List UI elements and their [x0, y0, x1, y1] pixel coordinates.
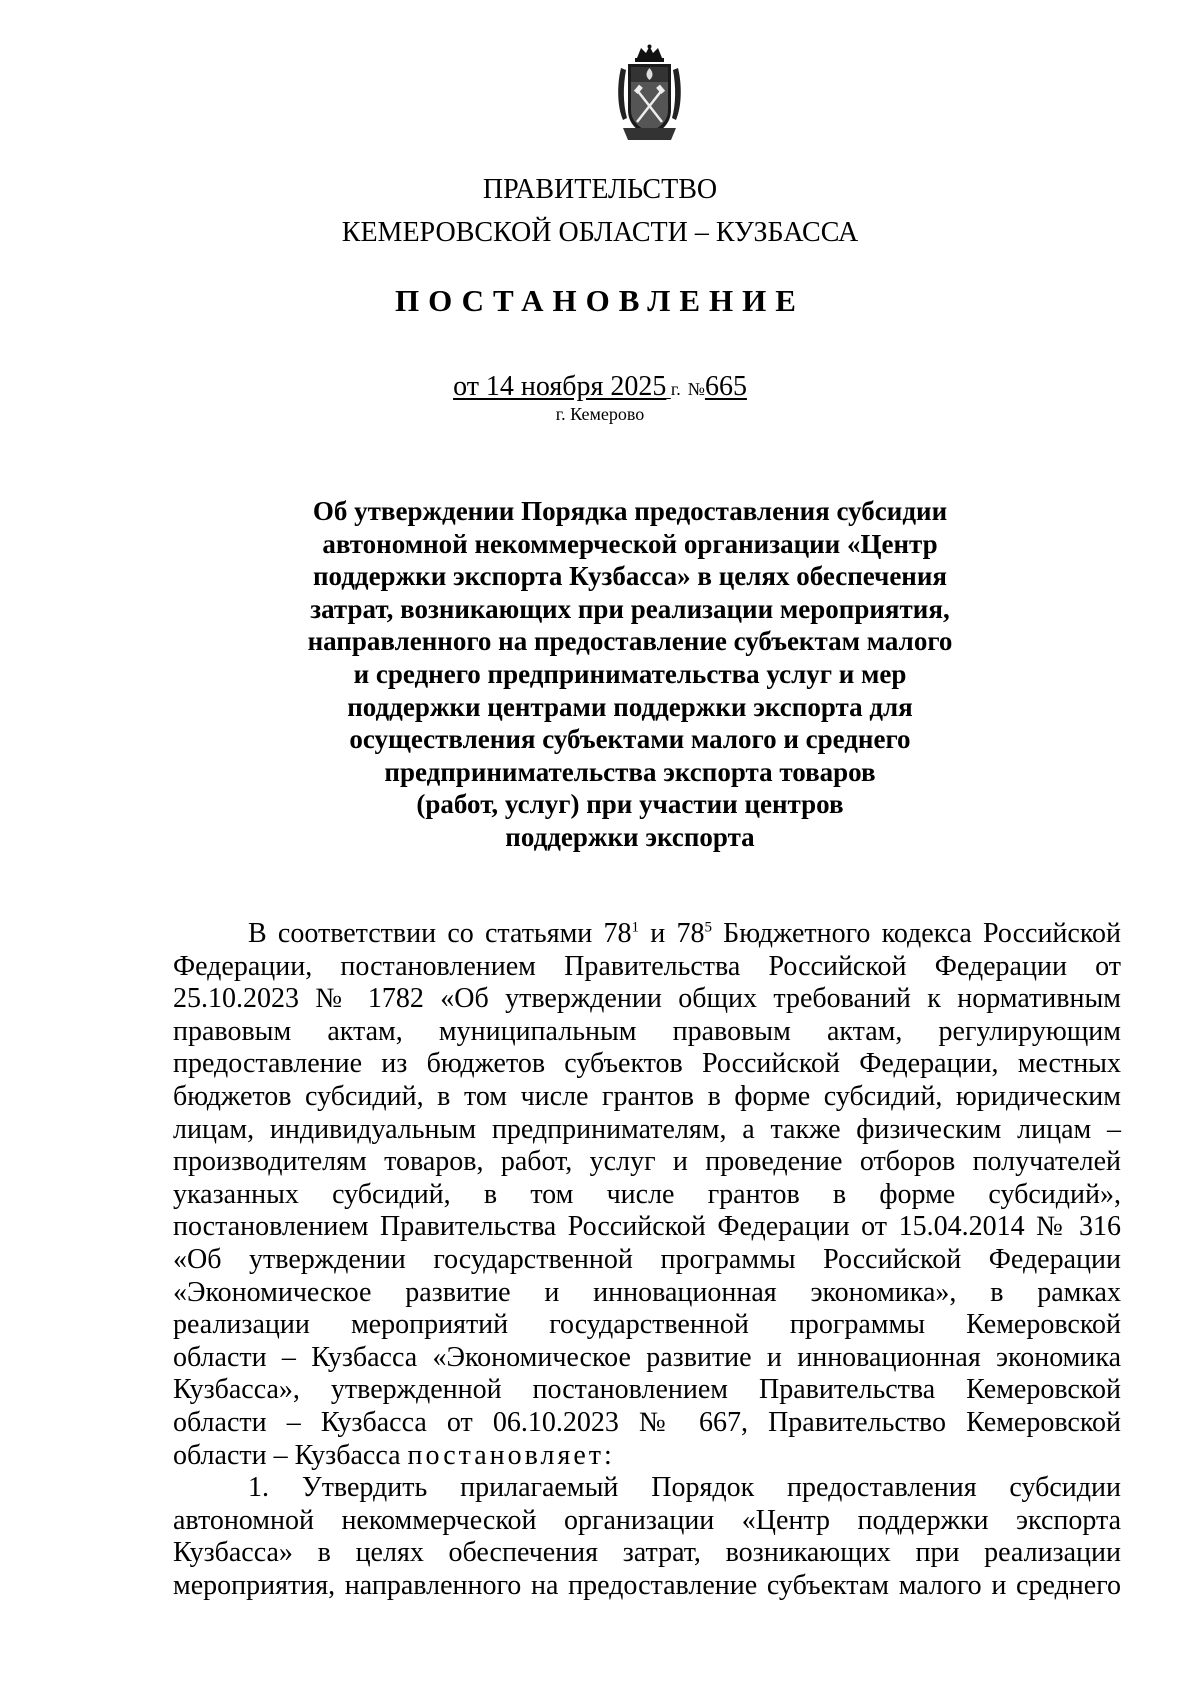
body-line: бюджетов субсидий, в том числе грантов в форме субсидий, юридическим: [173, 1080, 1121, 1112]
body-line: Федерации, постановлением Правительства Российской Федерации от: [173, 950, 1121, 982]
text-run: области – Кузбасса: [173, 1439, 408, 1471]
date-number-line: [0, 370, 1200, 406]
document-number: 665: [704, 371, 747, 402]
subject-line: Об утверждении Порядка предоставления субсидии: [312, 496, 948, 526]
superscript: 1: [631, 919, 640, 936]
subject-line: осуществления субъектами малого и среднего: [349, 724, 911, 755]
subject-line: поддержки экспорта: [505, 821, 755, 852]
body-line: «Об утверждении государственной программы Российской Федерации: [173, 1243, 1121, 1275]
body-line: предоставление из бюджетов субъектов Российской Федерации, местных: [173, 1048, 1121, 1080]
body-line: лицам, индивидуальным предпринимателям, а также физическим лицам –: [173, 1113, 1121, 1145]
year-suffix: г.: [670, 379, 681, 399]
resolves-word: постановляет:: [407, 1439, 615, 1471]
subject-line: предпринимательства экспорта товаров: [384, 756, 876, 787]
paragraph-1-first-line: [173, 918, 1121, 951]
text-run: В соответствии со статьями 78: [248, 918, 632, 949]
document-body: [173, 918, 1121, 1602]
document-subject: [270, 495, 990, 854]
body-line: Кузбасса», утвержденной постановлением Правительства Кемеровской: [173, 1374, 1121, 1406]
body-line: «Экономическое развитие и инновационная экономика», в рамках: [173, 1276, 1121, 1308]
subject-line: автономной некоммерческой организации «Центр: [322, 528, 938, 559]
body-line: производителям товаров, работ, услуг и проведение отборов получателей: [173, 1146, 1121, 1178]
city-name: г. Кемерово: [555, 404, 645, 424]
subject-line: (работ, услуг) при участии центров: [416, 789, 844, 820]
paragraph-1-last-line: [173, 1440, 1121, 1473]
body-line: Кузбасса» в целях обеспечения затрат, возникающих при реализации: [173, 1537, 1121, 1569]
subject-line: затрат, возникающих при реализации мероприятия,: [310, 593, 950, 624]
coat-of-arms-icon: [615, 44, 684, 144]
body-line: правовым актам, муниципальным правовым актам, регулирующим: [173, 1015, 1121, 1047]
number-sign: №: [687, 379, 705, 399]
subject-line: и среднего предпринимательства услуг и мер: [353, 658, 907, 689]
body-line: реализации мероприятий государственной программы Кемеровской: [173, 1309, 1121, 1341]
body-line: области – Кузбасса от 06.10.2023 № 667, Правительство Кемеровской: [173, 1406, 1121, 1438]
subject-line: поддержки экспорта Кузбасса» в целях обеспечения: [312, 561, 948, 592]
text-run: Бюджетного кодекса Российской: [711, 918, 1122, 949]
body-line: постановлением Правительства Российской Федерации от 15.04.2014 № 316: [173, 1211, 1121, 1243]
subject-line: направленного на предоставление субъектам малого: [307, 626, 953, 657]
body-line: автономной некоммерческой организации «Центр поддержки экспорта: [173, 1504, 1121, 1536]
organization-name-line1: ПРАВИТЕЛЬСТВО: [482, 174, 718, 205]
organization-name-line2: КЕМЕРОВСКОЙ ОБЛАСТИ – КУЗБАССА: [341, 217, 859, 248]
superscript: 5: [704, 919, 712, 936]
body-line: указанных субсидий, в том числе грантов в форме субсидий»,: [173, 1178, 1121, 1210]
body-line: мероприятия, направленного на предоставление субъектам малого и среднего: [173, 1569, 1121, 1601]
paragraph-2-first-line: 1. Утвердить прилагаемый Порядок предоставления субсидии: [248, 1472, 1121, 1504]
subject-line: поддержки центрами поддержки экспорта для: [347, 691, 913, 722]
text-run: и 78: [639, 918, 705, 949]
document-date: от 14 ноября 2025: [453, 371, 667, 402]
body-line: области – Кузбасса «Экономическое развитие и инновационная экономика: [173, 1341, 1121, 1373]
body-line: 25.10.2023 № 1782 «Об утверждении общих требований к нормативным: [173, 983, 1121, 1015]
document-type-title: ПОСТАНОВЛЕНИЕ: [395, 283, 805, 318]
